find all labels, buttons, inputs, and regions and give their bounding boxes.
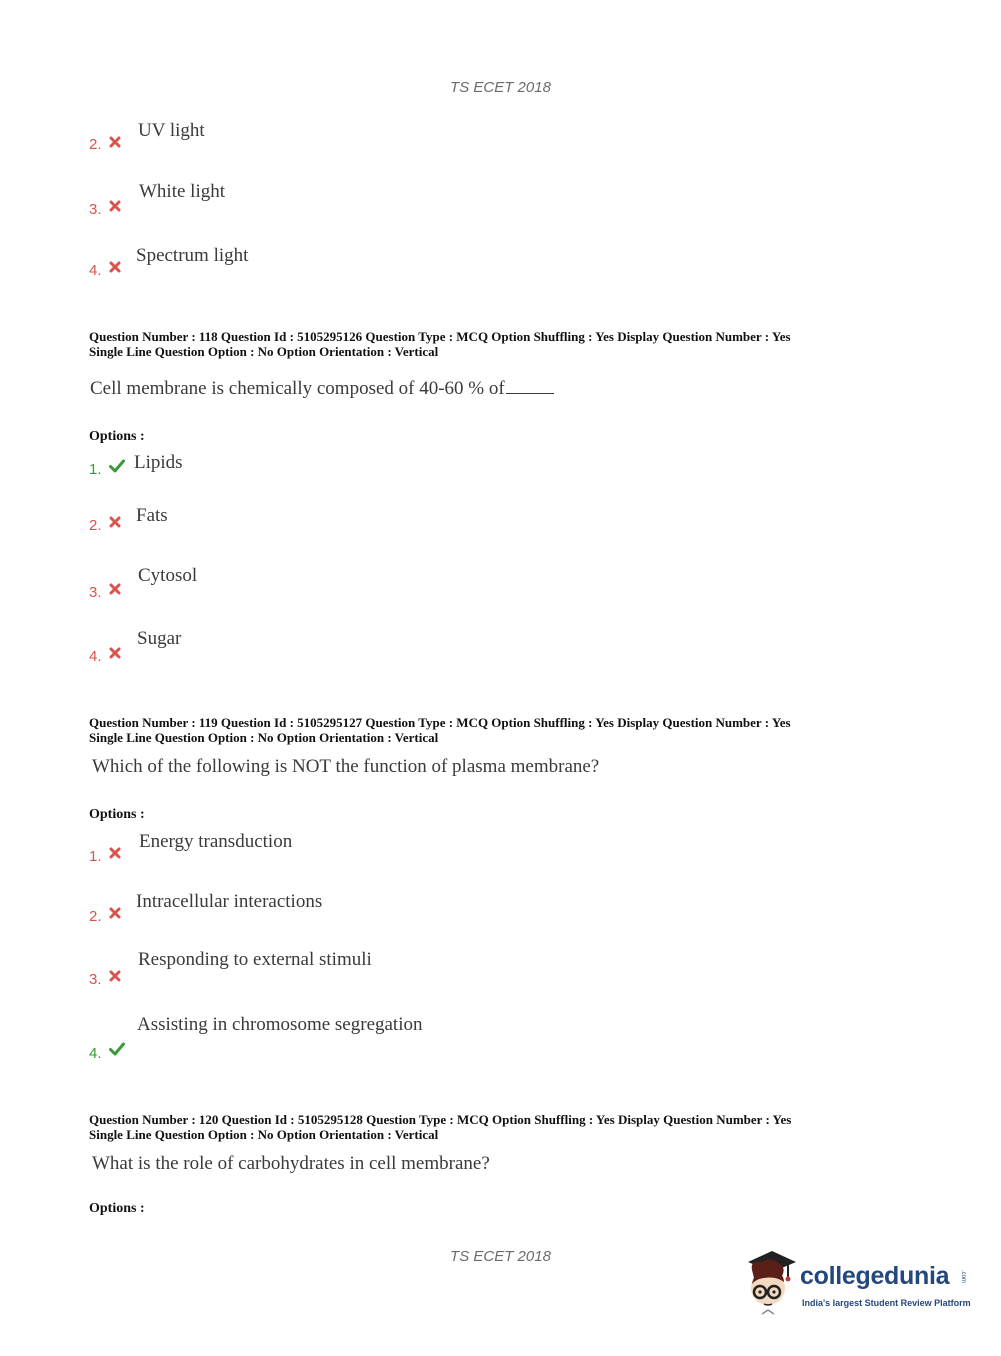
option-text: Cytosol: [138, 565, 198, 586]
brand-name: collegedunia: [800, 1262, 950, 1290]
option-number: 3.: [89, 971, 102, 988]
cross-icon: [109, 516, 121, 528]
question-text: [90, 378, 554, 400]
option-number: 2.: [89, 908, 102, 925]
cross-icon: [109, 970, 121, 982]
brand-tagline: India's largest Student Review Platform: [802, 1298, 971, 1308]
cross-icon: [109, 907, 121, 919]
cross-icon: [109, 261, 121, 273]
option-number: 1.: [89, 461, 102, 478]
question-metadata-line: Question Number : 119 Question Id : 5105295127 Question Type : MCQ Option Shuffling : Yes Display Question Number : Yes: [89, 715, 791, 730]
question-text: Which of the following is NOT the function of plasma membrane?: [92, 756, 600, 777]
question-metadata-line: Single Line Question Option : No Option Orientation : Vertical: [89, 1126, 439, 1142]
option-text: Lipids: [134, 452, 183, 473]
brand-watermark: [742, 1248, 972, 1320]
brand-suffix: .com: [960, 1270, 966, 1284]
option-number: 4.: [89, 262, 102, 279]
question-metadata: [89, 716, 909, 745]
option-text: Intracellular interactions: [136, 891, 323, 912]
question-metadata: [89, 330, 909, 359]
option-text: Spectrum light: [136, 245, 249, 266]
question-metadata-line: Question Number : 118 Question Id : 5105295126 Question Type : MCQ Option Shuffling : Yes Display Question Number : Yes: [89, 329, 791, 344]
answer-blank: [506, 392, 554, 394]
cross-icon: [109, 136, 121, 148]
page-header: TS ECET 2018: [450, 79, 551, 96]
option-number: 3.: [89, 584, 102, 601]
option-number: 2.: [89, 517, 102, 534]
option-text: UV light: [138, 120, 205, 141]
option-text: Responding to external stimuli: [138, 949, 372, 970]
question-metadata-line: Question Number : 120 Question Id : 5105295128 Question Type : MCQ Option Shuffling : Yes Display Question Number : Yes: [89, 1112, 792, 1127]
option-number: 4.: [89, 648, 102, 665]
check-icon: [109, 459, 125, 473]
option-number: 1.: [89, 848, 102, 865]
option-number: 2.: [89, 136, 102, 153]
question-metadata-line: Single Line Question Option : No Option Orientation : Vertical: [89, 729, 439, 745]
option-text: Energy transduction: [139, 831, 293, 852]
mascot-logo-icon: [742, 1248, 800, 1318]
option-text: Fats: [136, 505, 168, 526]
page-footer: TS ECET 2018: [450, 1248, 551, 1265]
option-text: Sugar: [137, 628, 182, 649]
cross-icon: [109, 847, 121, 859]
option-text: Assisting in chromosome segregation: [137, 1014, 423, 1035]
option-number: 3.: [89, 201, 102, 218]
question-metadata-line: Single Line Question Option : No Option Orientation : Vertical: [89, 343, 439, 359]
cross-icon: [109, 583, 121, 595]
option-text: White light: [139, 181, 226, 202]
cross-icon: [109, 200, 121, 212]
options-label: Options :: [89, 1201, 145, 1216]
option-number: 4.: [89, 1045, 102, 1062]
check-icon: [109, 1042, 125, 1056]
question-metadata: [89, 1113, 909, 1142]
options-label: Options :: [89, 429, 145, 444]
question-text-content: Cell membrane is chemically composed of 40-60 % of: [90, 378, 505, 399]
question-text: What is the role of carbohydrates in cell membrane?: [92, 1153, 490, 1174]
options-label: Options :: [89, 807, 145, 822]
cross-icon: [109, 647, 121, 659]
